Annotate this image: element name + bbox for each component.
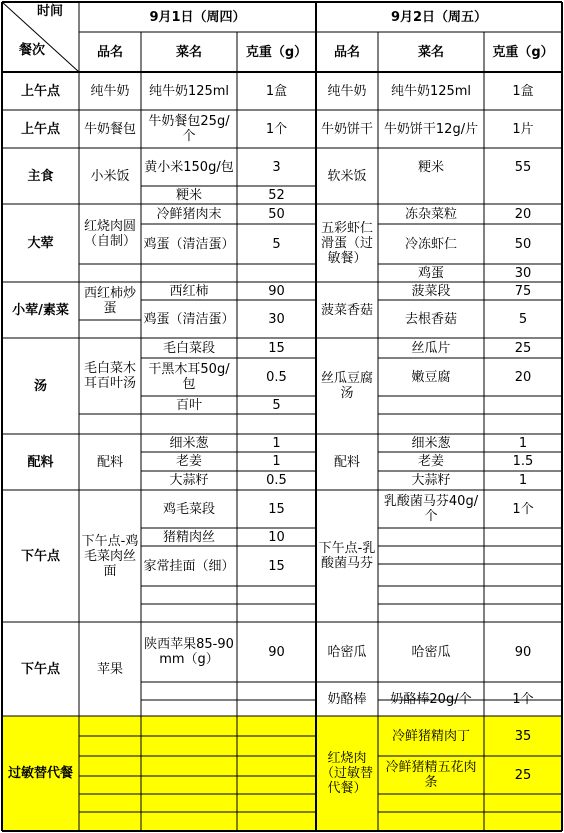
ingredient-name: 牛奶餐包25g/个 <box>148 114 230 144</box>
dish-name: 下午点-乳酸菌马芬 <box>318 541 376 571</box>
ingredient-weight: 5 <box>272 236 281 252</box>
dish-name: 苹果 <box>96 661 123 677</box>
ingredient-name: 干黑木耳50g/包 <box>148 362 230 392</box>
ingredient-weight: 15 <box>268 340 285 356</box>
dish-name: 西红柿炒蛋 <box>83 286 136 316</box>
dish-name: 纯牛奶 <box>90 83 130 99</box>
ingredient-name: 家常挂面（细） <box>143 558 235 574</box>
ingredient-name: 西红柿 <box>169 283 209 299</box>
ingredient-name: 粳米 <box>417 159 444 175</box>
dish-name: 哈密瓜 <box>327 644 367 660</box>
ingredient-weight: 1.5 <box>512 454 534 469</box>
ingredient-weight: 0.5 <box>266 473 287 488</box>
meal-label: 上午点 <box>20 121 60 137</box>
ingredient-name: 粳米 <box>175 187 202 203</box>
ingredient-weight: 1盒 <box>512 83 534 99</box>
meal-label: 配料 <box>27 454 54 470</box>
meal-label: 过敏替代餐 <box>7 766 73 781</box>
ingredient-name: 哈密瓜 <box>411 644 451 660</box>
ingredient-weight: 75 <box>514 283 532 299</box>
ingredient-name: 奶酪棒20g/个 <box>390 691 472 707</box>
ingredient-weight: 25 <box>514 767 532 783</box>
ingredient-name: 冷鲜猪肉末 <box>156 206 222 222</box>
ingredient-weight: 30 <box>268 311 285 327</box>
ingredient-name: 毛白菜段 <box>162 340 215 356</box>
ingredient-weight: 90 <box>268 644 285 660</box>
header-day2-title: 9月2日（周五） <box>390 9 488 25</box>
ingredient-weight: 50 <box>268 206 285 222</box>
ingredient-weight: 90 <box>268 283 285 299</box>
dish-name: 丝瓜豆腐汤 <box>320 371 373 401</box>
ingredient-weight: 1片 <box>512 121 534 137</box>
ingredient-weight: 52 <box>268 187 285 203</box>
dish-name: 奶酪棒 <box>327 691 367 707</box>
header-col-ke-2: 克重（g） <box>492 44 554 60</box>
ingredient-name: 大蒜籽 <box>411 473 451 488</box>
ingredient-weight: 50 <box>514 236 532 252</box>
ingredient-weight: 5 <box>272 397 281 413</box>
ingredient-name: 百叶 <box>175 397 202 413</box>
meal-label: 主食 <box>27 168 54 184</box>
ingredient-weight: 15 <box>268 501 285 517</box>
ingredient-name: 鸡蛋（清洁蛋） <box>143 236 235 252</box>
ingredient-name: 菠菜段 <box>411 283 451 299</box>
ingredient-weight: 35 <box>514 728 532 744</box>
ingredient-weight: 3 <box>272 159 281 175</box>
ingredient-name: 乳酸菌马芬40g/个 <box>383 494 479 524</box>
meal-label: 汤 <box>33 378 47 394</box>
dish-name: 小米饭 <box>90 168 130 184</box>
ingredient-weight: 1 <box>518 435 528 451</box>
ingredient-weight: 0.5 <box>266 369 287 385</box>
ingredient-name: 细米葱 <box>169 435 209 451</box>
header-col-cai-2: 菜名 <box>417 44 444 60</box>
dish-name: 红烧肉（过敏替代餐） <box>320 751 373 796</box>
dish-name: 菠菜香菇 <box>320 302 373 318</box>
dish-name: 红烧肉圆（自制） <box>83 219 136 249</box>
ingredient-name: 纯牛奶125ml <box>148 83 230 99</box>
dish-name: 软米饭 <box>327 168 367 184</box>
ingredient-weight: 1盒 <box>265 83 288 99</box>
ingredient-weight: 10 <box>268 529 285 545</box>
dish-name: 配料 <box>333 454 360 470</box>
ingredient-name: 冷冻虾仁 <box>404 236 457 252</box>
meal-label: 下午点 <box>20 548 60 564</box>
ingredient-name: 嫩豆腐 <box>411 369 451 385</box>
dish-name: 五彩虾仁滑蛋（过敏餐） <box>320 220 373 266</box>
ingredient-weight: 20 <box>514 206 532 222</box>
meal-label: 大荤 <box>27 235 54 251</box>
ingredient-weight: 15 <box>268 558 285 574</box>
header-time-label: 时间 <box>36 3 63 19</box>
ingredient-name: 丝瓜片 <box>411 340 451 356</box>
ingredient-name: 鸡蛋 <box>417 265 444 281</box>
ingredient-name: 冷鲜猪精肉丁 <box>391 728 470 744</box>
ingredient-name: 鸡毛菜段 <box>162 501 215 517</box>
header-col-pin-2: 品名 <box>333 44 360 60</box>
ingredient-name: 黄小米150g/包 <box>144 159 234 175</box>
ingredient-name: 去根香菇 <box>404 311 457 327</box>
ingredient-weight: 55 <box>514 159 532 175</box>
ingredient-weight: 90 <box>514 644 532 660</box>
ingredient-name: 冻杂菜粒 <box>404 206 457 222</box>
ingredient-weight: 25 <box>514 340 532 356</box>
meal-label: 小荤/素菜 <box>12 302 69 318</box>
header-day1-title: 9月1日（周四） <box>149 9 246 25</box>
ingredient-name: 鸡蛋（清洁蛋） <box>143 311 235 327</box>
dish-name: 牛奶餐包 <box>83 121 136 137</box>
dish-name: 配料 <box>96 454 123 470</box>
header-meal-label: 餐次 <box>18 42 45 58</box>
header-col-cai-1: 菜名 <box>175 44 202 60</box>
ingredient-weight: 20 <box>514 369 532 385</box>
header-col-ke-1: 克重（g） <box>245 44 308 60</box>
ingredient-weight: 5 <box>518 311 528 327</box>
header-col-pin-1: 品名 <box>96 44 123 60</box>
ingredient-weight: 1 <box>272 454 281 469</box>
ingredient-name: 细米葱 <box>411 435 451 451</box>
ingredient-name: 冷鲜猪精五花肉条 <box>385 760 477 790</box>
ingredient-name: 牛奶饼干12g/片 <box>383 121 479 137</box>
ingredient-name: 猪精肉丝 <box>162 529 215 545</box>
ingredient-name: 老姜 <box>417 454 444 469</box>
dish-name: 牛奶饼干 <box>320 121 373 137</box>
ingredient-weight: 1 <box>518 473 528 488</box>
ingredient-weight: 1个 <box>265 121 288 137</box>
ingredient-weight: 1 <box>272 435 281 451</box>
ingredient-weight: 30 <box>514 265 532 281</box>
ingredient-name: 纯牛奶125ml <box>390 83 472 99</box>
meal-label: 上午点 <box>20 83 60 99</box>
ingredient-name: 陕西苹果85-90mm（g） <box>144 637 234 667</box>
dish-name: 毛白菜木耳百叶汤 <box>83 361 136 391</box>
ingredient-weight: 1个 <box>512 691 534 707</box>
dish-name: 纯牛奶 <box>327 83 367 99</box>
meal-label: 下午点 <box>20 661 60 677</box>
ingredient-weight: 1个 <box>512 501 534 517</box>
ingredient-name: 老姜 <box>175 454 202 469</box>
ingredient-name: 大蒜籽 <box>169 473 209 488</box>
dish-name: 下午点-鸡毛菜肉丝面 <box>81 533 139 579</box>
